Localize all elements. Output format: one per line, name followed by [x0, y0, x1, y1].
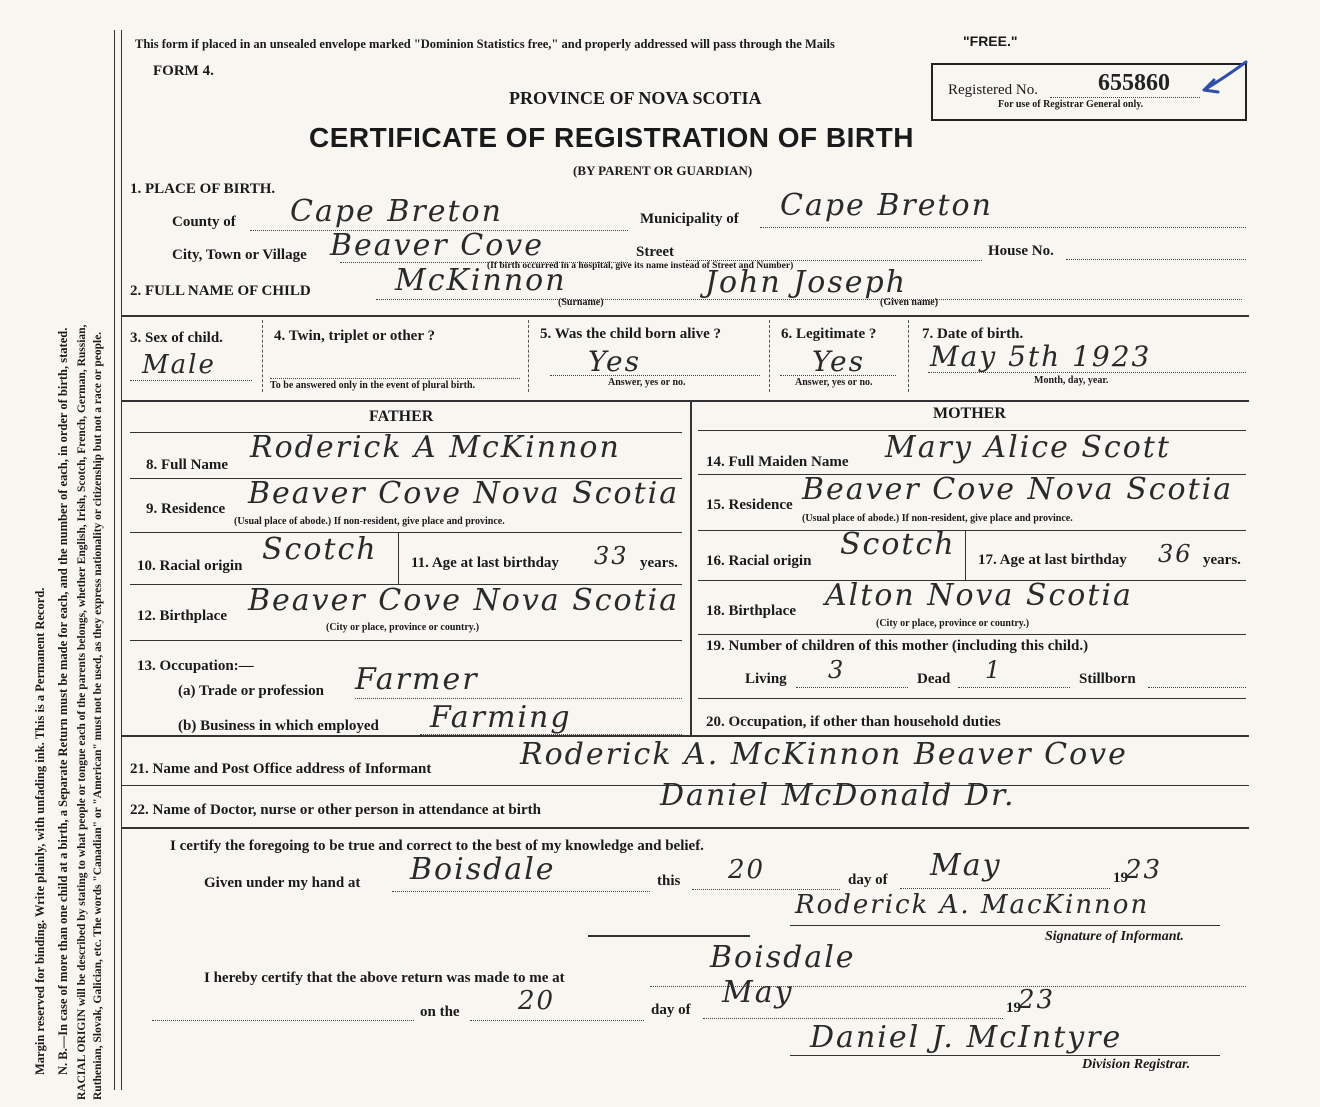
- twin-label: 4. Twin, triplet or other ?: [274, 328, 435, 344]
- registrar-signature: Daniel J. McIntyre: [810, 1020, 1123, 1055]
- mother-residence-label: 15. Residence: [706, 497, 793, 513]
- sex-label: 3. Sex of child.: [130, 330, 223, 346]
- born-alive-label: 5. Was the child born alive ?: [540, 326, 721, 342]
- dead-value: 1: [985, 656, 1003, 684]
- father-residence-label: 9. Residence: [146, 501, 226, 517]
- house-number-label: House No.: [988, 243, 1054, 259]
- father-birthplace-label: 12. Birthplace: [137, 608, 227, 624]
- mother-age-unit: years.: [1203, 552, 1241, 568]
- surname-note: (Surname): [558, 297, 604, 308]
- mother-occupation-label: 20. Occupation, if other than household duties: [706, 714, 1001, 730]
- father-residence-value: Beaver Cove Nova Scotia: [248, 476, 680, 511]
- given-year-prefix: 19: [1113, 870, 1128, 886]
- mother-birthplace-value: Alton Nova Scotia: [825, 578, 1133, 613]
- registered-label: Registered No.: [948, 82, 1038, 98]
- living-value: 3: [828, 656, 846, 684]
- mother-age-label: 17. Age at last birthday: [978, 552, 1127, 568]
- father-birthplace-value: Beaver Cove Nova Scotia: [248, 583, 680, 618]
- informant-signature: Roderick A. MacKinnon: [795, 890, 1150, 920]
- this-label: this: [657, 873, 681, 889]
- informant-label: 21. Name and Post Office address of Informant: [130, 761, 432, 777]
- margin-note-multiple-births: N. B.—In case of more than one child at a birth, a Separate Return must be made for each, and the number of each, in order of birth, stated.: [56, 327, 70, 1075]
- father-age-value: 33: [594, 542, 629, 570]
- province-heading: PROVINCE OF NOVA SCOTIA: [509, 88, 762, 108]
- dob-label: 7. Date of birth.: [922, 326, 1024, 342]
- mother-heading: MOTHER: [933, 405, 1006, 422]
- father-business-label: (b) Business in which employed: [178, 718, 379, 734]
- father-residence-note: (Usual place of abode.) If non-resident, give place and province.: [234, 516, 505, 527]
- doctor-label: 22. Name of Doctor, nurse or other person in attendance at birth: [130, 802, 541, 818]
- mother-age-value: 36: [1158, 540, 1193, 568]
- living-label: Living: [745, 671, 787, 687]
- dob-value: May 5th 1923: [930, 340, 1152, 373]
- county-value: Cape Breton: [290, 194, 503, 229]
- registrar-day-value: 20: [518, 986, 556, 1016]
- margin-rule-inner: [121, 30, 122, 1090]
- doctor-value: Daniel McDonald Dr.: [660, 778, 1016, 813]
- father-occupation-label: 13. Occupation:—: [137, 658, 254, 674]
- child-name-label: 2. FULL NAME OF CHILD: [130, 283, 311, 299]
- place-of-birth-label: 1. PLACE OF BIRTH.: [130, 181, 276, 197]
- mother-racial-value: Scotch: [840, 527, 956, 562]
- mother-birthplace-note: (City or place, province or country.): [876, 618, 1030, 629]
- registrar-statement: I hereby certify that the above return was made to me at: [204, 970, 565, 986]
- born-alive-value: Yes: [588, 345, 641, 378]
- city-value: Beaver Cove: [330, 228, 544, 263]
- dead-label: Dead: [917, 671, 951, 687]
- given-day-value: 20: [728, 855, 766, 885]
- registrar-month-value: May: [722, 975, 794, 1010]
- given-month-value: May: [930, 848, 1002, 883]
- sex-value: Male: [142, 350, 216, 380]
- city-label: City, Town or Village: [172, 247, 307, 263]
- certificate-subtitle: (BY PARENT OR GUARDIAN): [573, 163, 753, 178]
- mother-birthplace-label: 18. Birthplace: [706, 603, 796, 619]
- postal-note: This form if placed in an unsealed envelope marked "Dominion Statistics free," and properly addressed will pass through the Mails: [135, 37, 835, 51]
- margin-note-binding: Margin reserved for binding. Write plainly, with unfading ink. This is a Permanent Record.: [33, 587, 47, 1075]
- father-birthplace-note: (City or place, province or country.): [326, 622, 480, 633]
- mother-name-label: 14. Full Maiden Name: [706, 454, 849, 470]
- on-the-label: on the: [420, 1004, 460, 1020]
- mother-residence-note: (Usual place of abode.) If non-resident, give place and province.: [802, 513, 1073, 524]
- father-business-value: Farming: [430, 700, 572, 735]
- registrar-year-value: 23: [1018, 985, 1056, 1015]
- twin-note: To be answered only in the event of plural birth.: [270, 380, 476, 391]
- municipality-label: Municipality of: [640, 211, 739, 227]
- legitimate-value: Yes: [812, 345, 865, 378]
- margin-rule: [114, 30, 115, 1090]
- father-age-unit: years.: [640, 555, 678, 571]
- margin-note-racial-origin: RACIAL ORIGIN will be described by stating to what people or tongue each of the parents belongs, whether English, Irish, Scotch, French, German, Russian,: [76, 324, 88, 1100]
- given-under-hand-label: Given under my hand at: [204, 875, 361, 891]
- registrar-place-value: Boisdale: [710, 940, 856, 975]
- registered-number: 655860: [1098, 70, 1170, 96]
- form-number: FORM 4.: [153, 63, 214, 79]
- registrar-signature-caption: Division Registrar.: [1082, 1057, 1191, 1072]
- legitimate-label: 6. Legitimate ?: [781, 326, 877, 342]
- margin-note-racial-origin-2: Ruthenian, Slovak, Galician, etc. The words "Canadian" or "American" must not be used, as they express nationality or citizenship but not a race or people.: [92, 331, 104, 1100]
- given-day-of-label: day of: [848, 872, 888, 888]
- municipality-value: Cape Breton: [780, 188, 993, 223]
- blue-check-mark-icon: [1200, 58, 1250, 98]
- county-label: County of: [172, 214, 236, 230]
- registrar-year-prefix: 19: [1006, 1000, 1021, 1016]
- informant-signature-caption: Signature of Informant.: [1045, 929, 1184, 944]
- certification-statement: I certify the foregoing to be true and correct to the best of my knowledge and belief.: [170, 838, 704, 854]
- child-given-name-value: John Joseph: [705, 265, 908, 300]
- father-name-value: Roderick A McKinnon: [250, 430, 621, 465]
- mother-name-value: Mary Alice Scott: [885, 430, 1171, 465]
- father-racial-value: Scotch: [262, 532, 378, 567]
- father-racial-label: 10. Racial origin: [137, 558, 243, 574]
- dob-note: Month, day, year.: [1034, 375, 1109, 386]
- legitimate-note: Answer, yes or no.: [795, 377, 873, 388]
- given-place-value: Boisdale: [410, 852, 556, 887]
- mother-residence-value: Beaver Cove Nova Scotia: [802, 472, 1234, 507]
- mother-children-label: 19. Number of children of this mother (including this child.): [706, 638, 1089, 654]
- certificate-title: CERTIFICATE OF REGISTRATION OF BIRTH: [309, 122, 914, 153]
- given-year-value: 23: [1125, 855, 1163, 885]
- registrar-day-of-label: day of: [651, 1002, 691, 1018]
- stillborn-label: Stillborn: [1079, 671, 1136, 687]
- father-trade-label: (a) Trade or profession: [178, 683, 324, 699]
- registrar-note: For use of Registrar General only.: [998, 99, 1144, 110]
- father-trade-value: Farmer: [355, 662, 479, 697]
- mother-racial-label: 16. Racial origin: [706, 553, 812, 569]
- born-alive-note: Answer, yes or no.: [608, 377, 686, 388]
- postal-free: "FREE.": [963, 33, 1018, 49]
- street-label: Street: [636, 244, 675, 260]
- child-surname-value: McKinnon: [395, 263, 567, 298]
- father-heading: FATHER: [369, 408, 434, 425]
- father-name-label: 8. Full Name: [146, 457, 229, 473]
- father-age-label: 11. Age at last birthday: [411, 555, 559, 571]
- informant-value: Roderick A. McKinnon Beaver Cove: [520, 737, 1128, 772]
- hospital-note: (If birth occurred in a hospital, give its name instead of Street and Number): [487, 261, 794, 271]
- given-name-note: (Given name): [880, 297, 939, 308]
